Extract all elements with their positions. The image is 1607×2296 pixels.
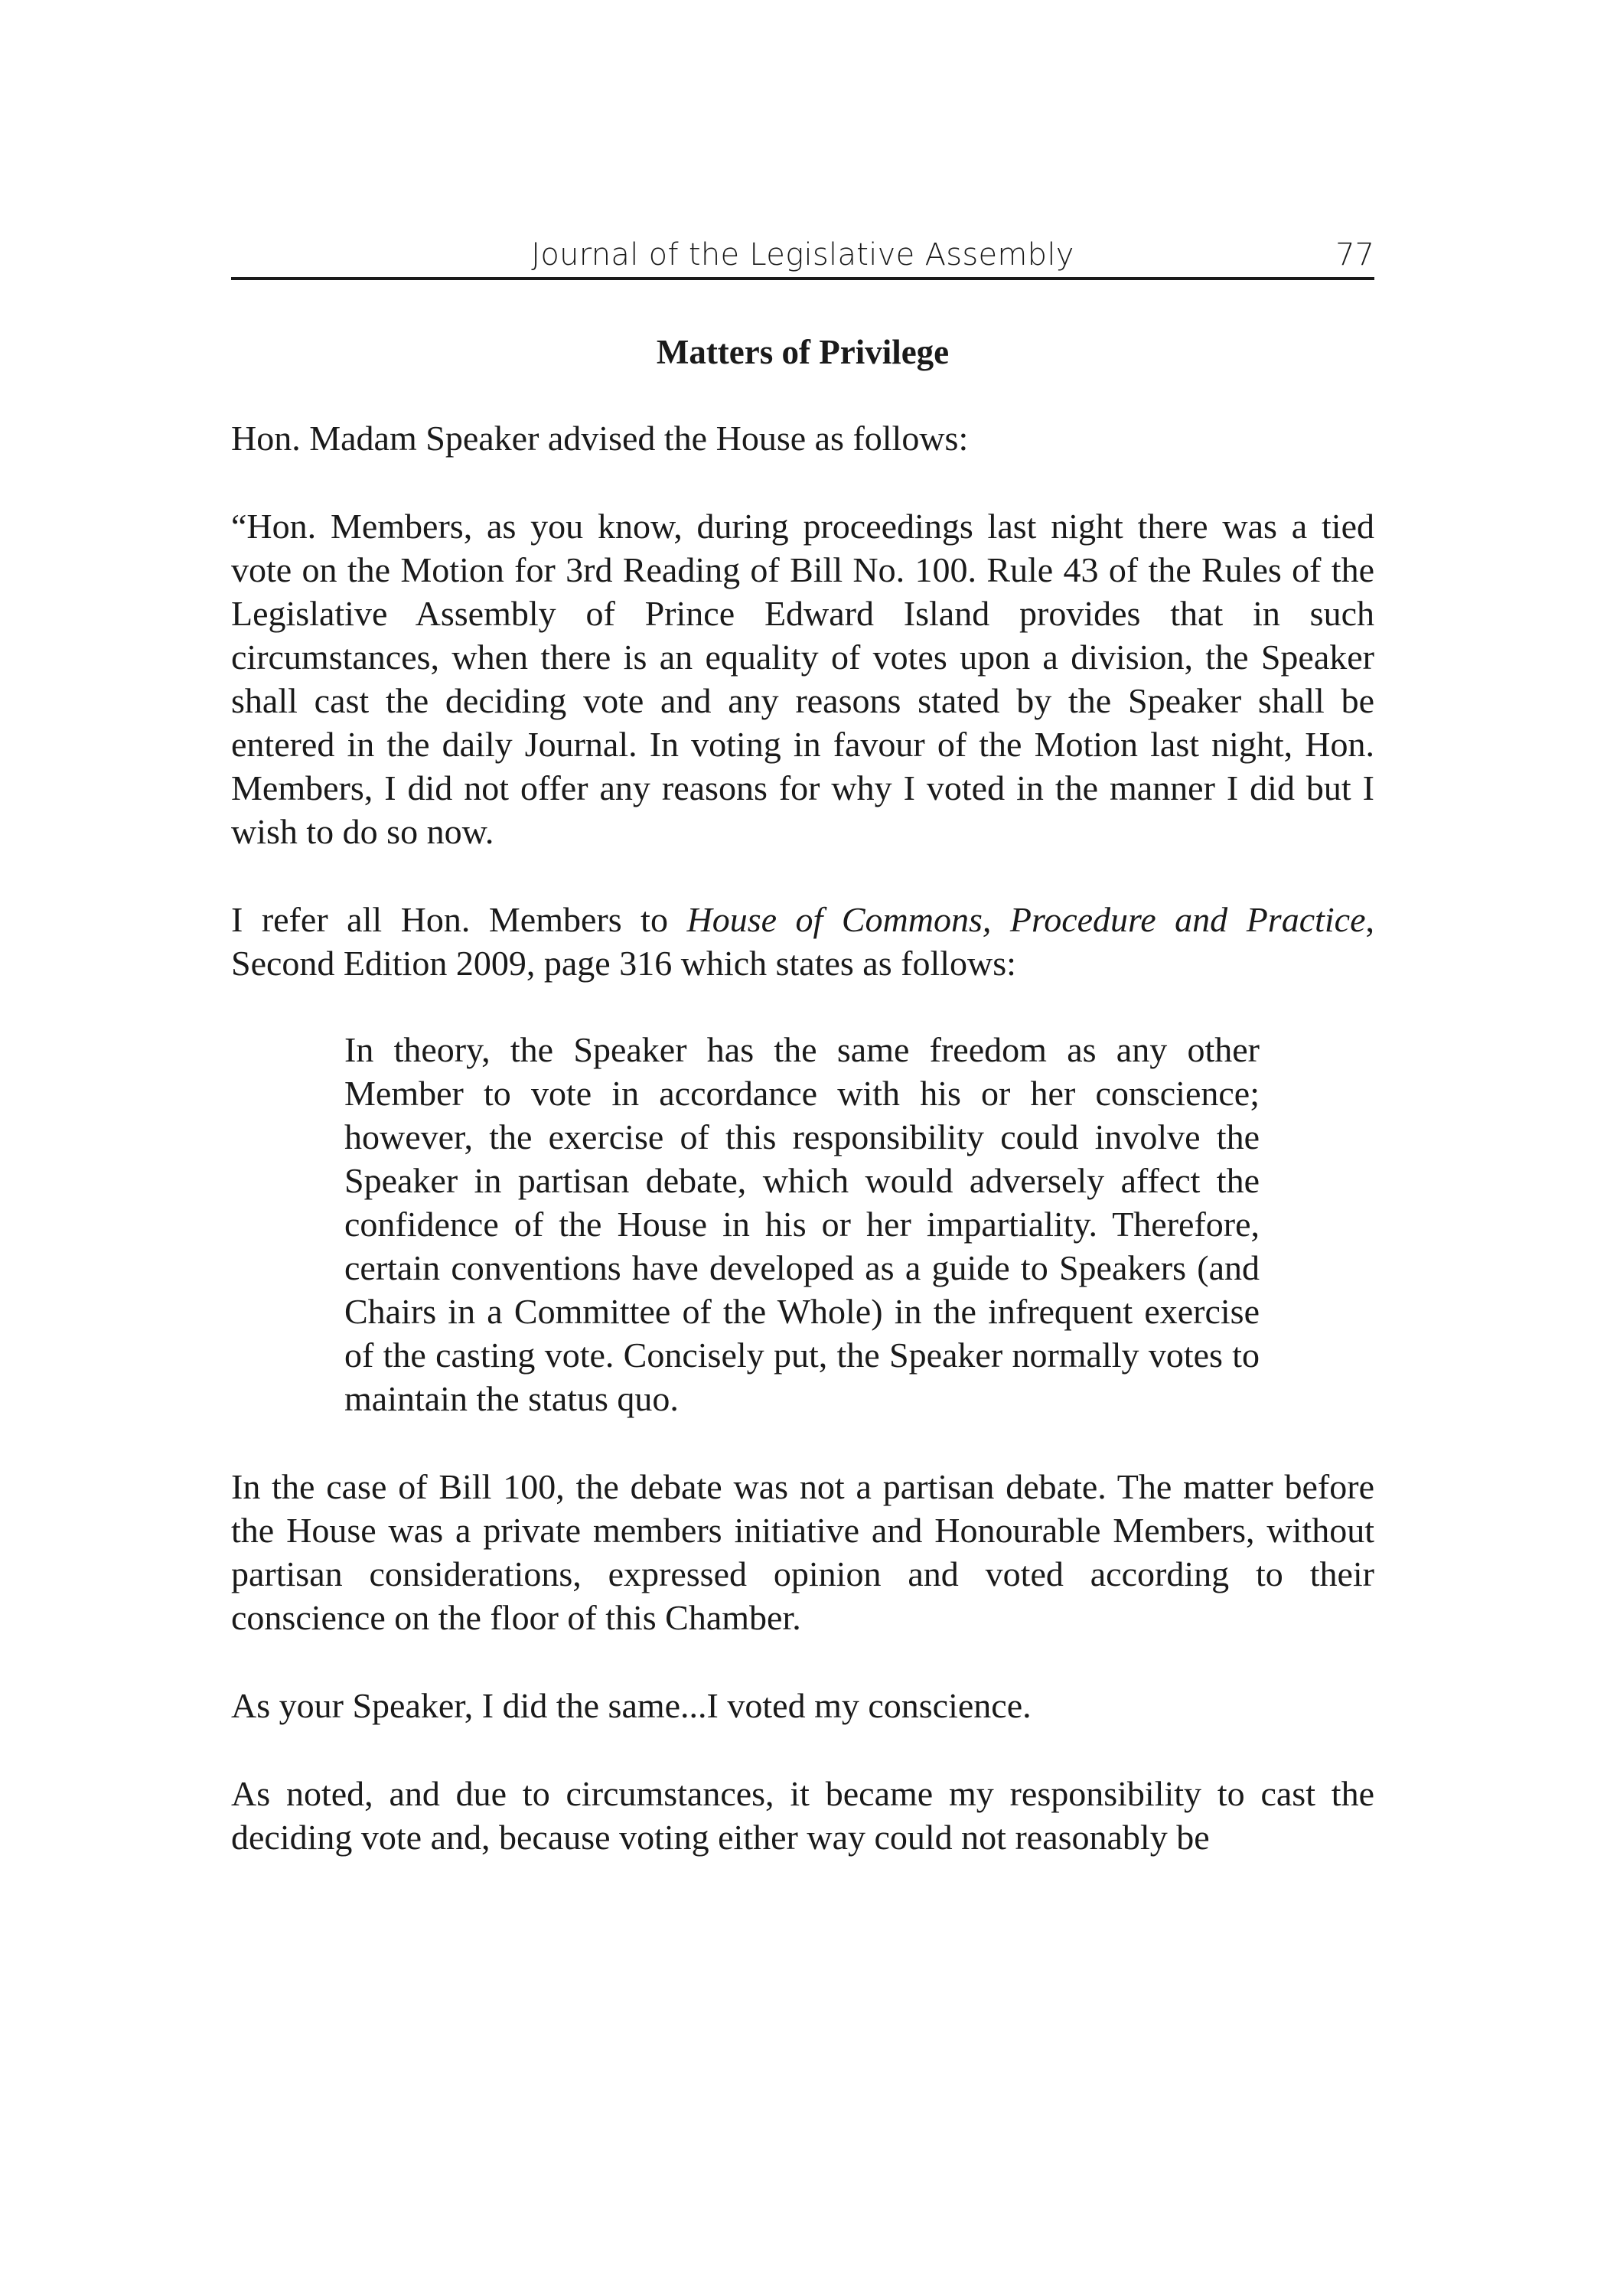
bill-100-paragraph: In the case of Bill 100, the debate was not a partisan debate. The matter before the House was a private members initiative and Honourable Members, without partisan considerations, expressed opinion and voted according to their conscience on the floor of this Chamber. <box>231 1467 1374 1637</box>
intro-paragraph: Hon. Madam Speaker advised the House as follows: <box>231 419 969 458</box>
reference-text-before: I refer all Hon. Members to <box>231 900 687 939</box>
conscience-paragraph: As your Speaker, I did the same...I voted my conscience. <box>231 1686 1032 1725</box>
book-title: House of Commons, Procedure and Practice <box>686 900 1366 939</box>
reference-paragraph <box>231 898 1374 985</box>
deciding-vote-paragraph: As noted, and due to circumstances, it became my responsibility to cast the deciding vote and, because voting either way could not reasonably be <box>231 1774 1374 1857</box>
document-page <box>231 230 1374 1859</box>
block-quote: In theory, the Speaker has the same freedom as any other Member to vote in accordance with his or her conscience; however, the exercise of this responsibility could involve the Speaker in partisan debate, which would adversely affect the confidence of the House in his or her impartiality. Therefore, certain conventions have developed as a guide to Speakers (and Chairs in a Committee of the Whole) in the infrequent exercise of the casting vote. Concisely put, the Speaker normally votes to maintain the status quo. <box>344 1030 1260 1418</box>
journal-title: Journal of the Legislative Assembly <box>531 237 1074 272</box>
section-heading: Matters of Privilege <box>656 333 950 371</box>
speaker-statement-paragraph: “Hon. Members, as you know, during proceedings last night there was a tied vote on the Motion for 3rd Reading of Bill No. 100. Rule 43 of the Rules of the Legislative Assembly of Prince Edward Island provides that in such circumstances, when there is an equality of votes upon a division, the Speaker shall cast the deciding vote and any reasons stated by the Speaker shall be entered in the daily Journal. In voting in favour of the Motion last night, Hon. Members, I did not offer any reasons for why I voted in the manner I did but I wish to do so now. <box>231 507 1374 851</box>
running-header <box>231 230 1374 280</box>
reference-text-after: , Second Edition 2009, page 316 which states as follows: <box>231 900 1375 983</box>
page-number: 77 <box>1335 237 1374 272</box>
